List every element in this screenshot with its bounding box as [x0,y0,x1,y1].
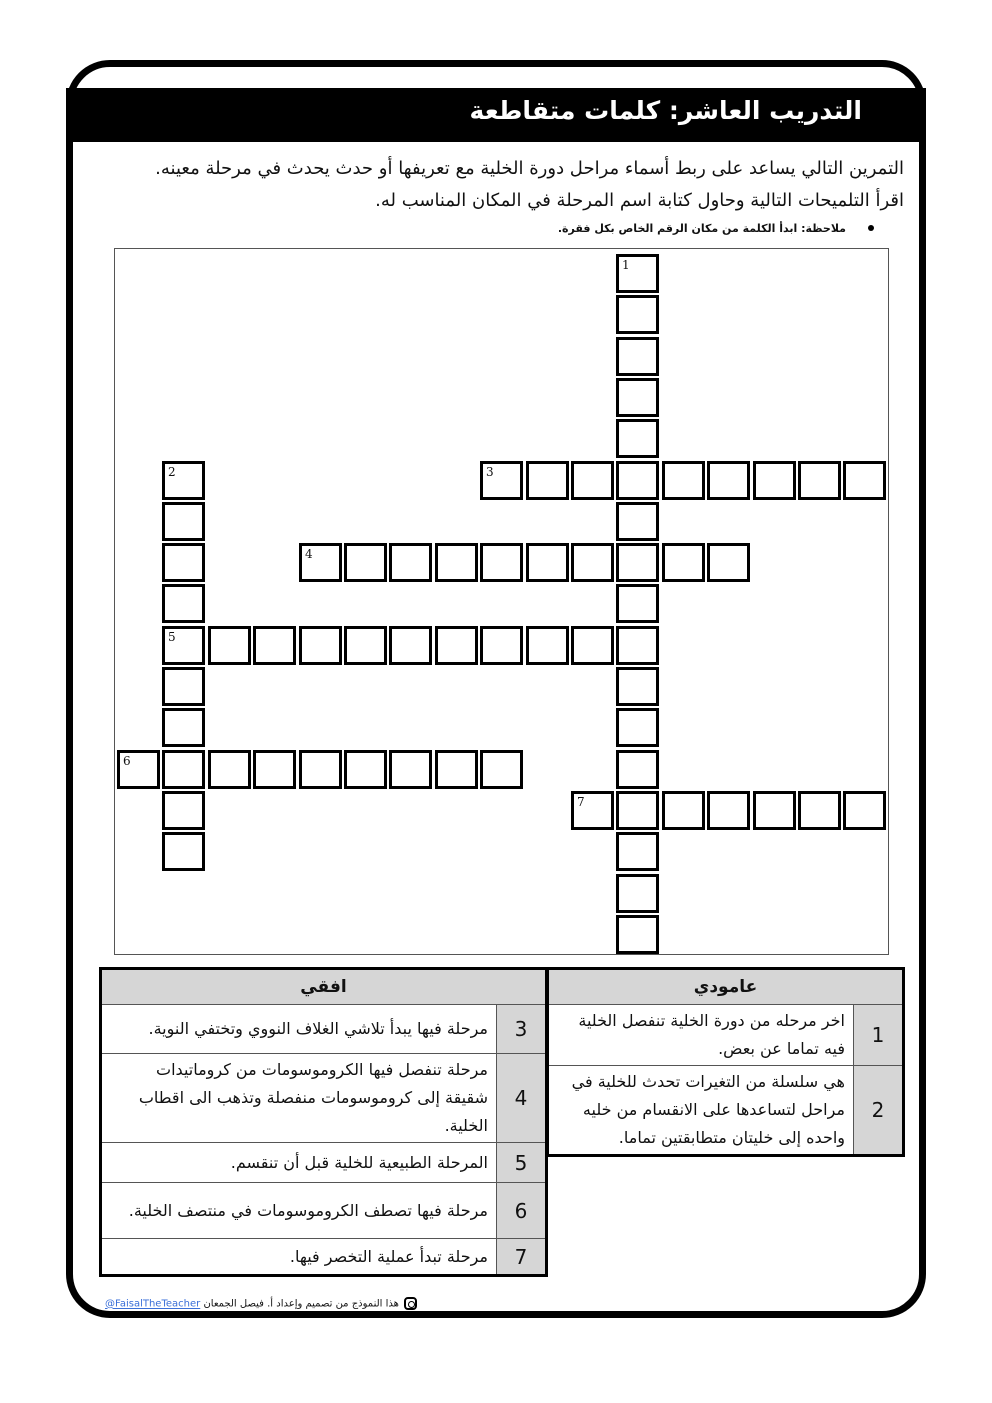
clue-number: 3 [497,1005,547,1054]
crossword-cell[interactable] [662,543,705,582]
crossword-cell[interactable] [662,791,705,830]
crossword-cell[interactable] [571,626,614,665]
intro-line-1: التمرين التالي يساعد على ربط أسماء مراحل دورة الخلية مع تعريفها أو حدث يحدث في مرحلة معينه. [155,158,904,179]
crossword-cell[interactable] [208,750,251,789]
crossword-board [114,248,889,955]
clue-number: 4 [497,1054,547,1143]
crossword-cell[interactable] [526,543,569,582]
crossword-cell[interactable] [480,543,523,582]
down-clues-header: عامودي [548,969,904,1005]
crossword-cell[interactable] [435,543,478,582]
crossword-cell[interactable] [616,295,659,334]
clue-number-label: 6 [123,754,131,768]
clue-number: 1 [854,1005,904,1066]
crossword-cell[interactable] [616,254,659,293]
crossword-cell[interactable] [117,750,160,789]
crossword-cell[interactable] [208,626,251,665]
crossword-cell[interactable] [753,791,796,830]
clue-number: 7 [497,1239,547,1276]
footer-text: هذا النموذج من تصميم وإعداد أ. فيصل الجمعان [203,1298,399,1310]
crossword-cell[interactable] [571,791,614,830]
clue-text: اخر مرحله من دورة الخلية تنفصل الخلية فيه تماما عن بعض. [548,1005,854,1066]
page-title: التدريب العاشر: كلمات متقاطعة [469,96,862,125]
crossword-cell[interactable] [616,915,659,954]
crossword-cell[interactable] [162,626,205,665]
clue-text: هي سلسلة من التغيرات تحدث للخلية في مراحل لتساعدها على الانقسام من خليه واحده إلى خليتان متطابقتين تماما. [548,1066,854,1156]
note-text: ملاحظة: ابدأ الكلمة من مكان الرقم الخاص بكل فقرة. [557,222,846,235]
crossword-cell[interactable] [571,543,614,582]
crossword-cell[interactable] [616,584,659,623]
clue-text: مرحلة تنفصل فيها الكروموسومات من كروماتيدات شقيقة إلى كروموسومات منفصلة وتذهب الى اقطاب الخلية. [101,1054,497,1143]
crossword-cell[interactable] [162,502,205,541]
down-clues-table [546,967,905,1157]
crossword-cell[interactable] [162,791,205,830]
crossword-cell[interactable] [616,543,659,582]
crossword-cell[interactable] [162,543,205,582]
table-row [101,1239,547,1276]
crossword-cell[interactable] [616,667,659,706]
clue-number-label: 3 [486,465,494,479]
crossword-cell[interactable] [162,461,205,500]
crossword-cell[interactable] [162,584,205,623]
crossword-cell[interactable] [616,874,659,913]
table-row [548,1066,904,1156]
clue-number-label: 4 [305,547,313,561]
crossword-cell[interactable] [707,543,750,582]
clue-text: مرحلة فيها يبدأ تلاشي الغلاف النووي وتختفي النوية. [101,1005,497,1054]
crossword-cell[interactable] [253,626,296,665]
crossword-cell[interactable] [616,419,659,458]
crossword-cell[interactable] [162,667,205,706]
crossword-cell[interactable] [707,461,750,500]
crossword-cell[interactable] [299,626,342,665]
crossword-cell[interactable] [162,708,205,747]
clue-text: المرحلة الطبيعية للخلية قبل أن تنقسم. [101,1143,497,1183]
instagram-icon [404,1297,417,1310]
footer-credit [105,1297,417,1310]
crossword-cell[interactable] [753,461,796,500]
crossword-cell[interactable] [616,337,659,376]
clue-number-label: 1 [622,258,630,272]
crossword-cell[interactable] [435,626,478,665]
clue-number-label: 5 [168,630,176,644]
crossword-cell[interactable] [616,832,659,871]
crossword-cell[interactable] [162,750,205,789]
crossword-cell[interactable] [299,543,342,582]
crossword-cell[interactable] [435,750,478,789]
across-clues-table [99,967,548,1277]
table-row [548,1005,904,1066]
intro-line-2: اقرأ التلميحات التالية وحاول كتابة اسم المرحلة في المكان المناسب له. [375,190,904,211]
clue-number: 2 [854,1066,904,1156]
crossword-cell[interactable] [616,461,659,500]
crossword-cell[interactable] [843,461,886,500]
crossword-cell[interactable] [616,791,659,830]
crossword-cell[interactable] [162,832,205,871]
note-bullet [868,225,874,231]
crossword-cell[interactable] [344,750,387,789]
crossword-cell[interactable] [843,791,886,830]
clue-number: 6 [497,1183,547,1239]
clue-number-label: 7 [577,795,585,809]
table-row [101,1054,547,1143]
crossword-cell[interactable] [480,626,523,665]
footer-handle-link[interactable]: @FaisalTheTeacher [105,1298,201,1310]
crossword-cell[interactable] [616,708,659,747]
crossword-cell[interactable] [389,626,432,665]
table-row [101,1183,547,1239]
crossword-cell[interactable] [526,626,569,665]
crossword-cell[interactable] [526,461,569,500]
crossword-cell[interactable] [616,502,659,541]
crossword-cell[interactable] [798,791,841,830]
crossword-cell[interactable] [616,626,659,665]
crossword-cell[interactable] [798,461,841,500]
crossword-cell[interactable] [480,750,523,789]
clue-number: 5 [497,1143,547,1183]
crossword-cell[interactable] [707,791,750,830]
clue-number-label: 2 [168,465,176,479]
crossword-cell[interactable] [299,750,342,789]
across-clues-header: افقي [101,969,547,1005]
crossword-cell[interactable] [571,461,614,500]
crossword-cell[interactable] [344,543,387,582]
table-row [101,1005,547,1054]
clue-text: مرحلة تبدأ عملية التخصر فيها. [101,1239,497,1276]
crossword-cell[interactable] [344,626,387,665]
crossword-cell[interactable] [616,378,659,417]
table-row [101,1143,547,1183]
crossword-cell[interactable] [389,750,432,789]
crossword-cell[interactable] [662,461,705,500]
crossword-cell[interactable] [389,543,432,582]
crossword-cell[interactable] [480,461,523,500]
clue-text: مرحلة فيها تصطف الكروموسومات في منتصف الخلية. [101,1183,497,1239]
crossword-cell[interactable] [253,750,296,789]
crossword-cell[interactable] [616,750,659,789]
